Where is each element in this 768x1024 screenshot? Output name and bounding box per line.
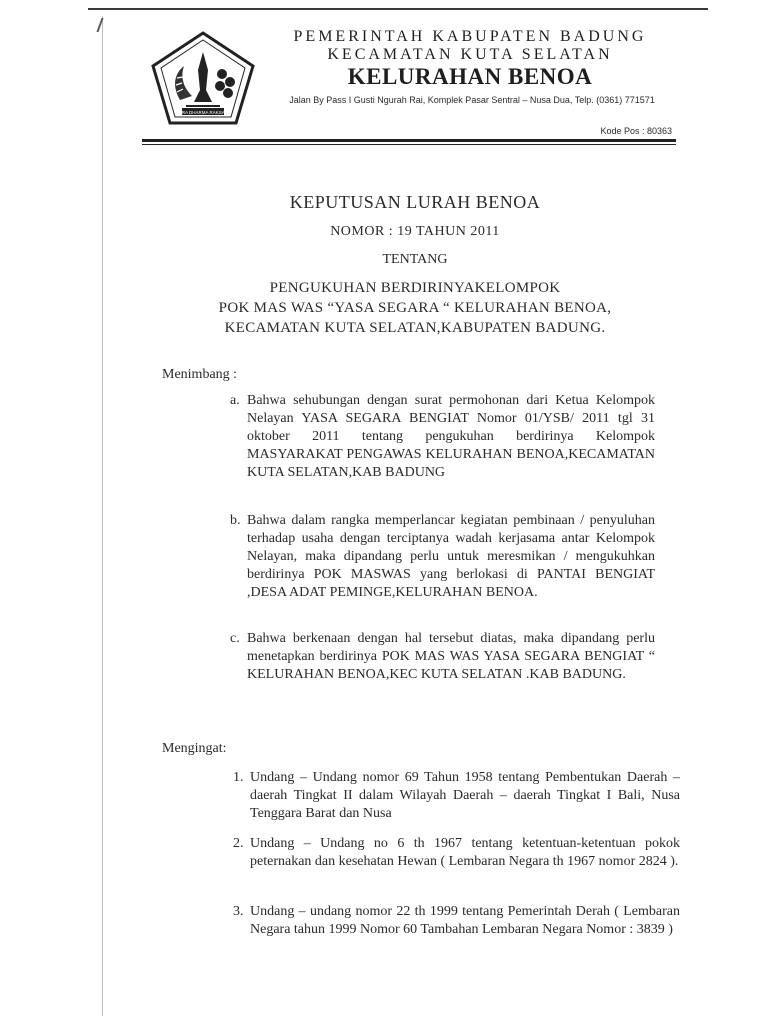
list-marker: 1.: [233, 770, 244, 785]
scan-left-edge: [102, 16, 103, 1016]
mengingat-heading: Mengingat:: [162, 741, 227, 756]
decree-subject-line-2: POK MAS WAS “YASA SEGARA “ KELURAHAN BENOA,: [218, 300, 612, 316]
list-marker: 2.: [233, 836, 244, 851]
list-item: [233, 769, 680, 823]
letterhead-line-2: KECAMATAN KUTA SELATAN: [327, 46, 613, 63]
list-item-text: Undang – Undang nomor 69 Tahun 1958 tentang Pembentukan Daerah – daerah Tingkat II dalam Wilayah Daerah – daerah Tingkat I Bali, Nusa Tenggara Barat dan Nusa: [250, 770, 680, 821]
list-item-text: Bahwa dalam rangka memperlancar kegiatan pembinaan / penyuluhan terhadap usaha dengan terciptanya wadah kerjasama antar Kelompok Nelayan, maka dipandang perlu untuk meresmikan / mengukuhkan berdirinya POK MASWAS yang berlokasi di PANTAI BENGIAT ,DESA ADAT PEMINGE,KELURAHAN BENOA.: [247, 513, 655, 600]
scan-mark: [96, 18, 113, 32]
list-item: [233, 835, 680, 871]
letterhead-rule-thick: [142, 139, 676, 142]
letterhead-line-1: PEMERINTAH KABUPATEN BADUNG: [293, 28, 647, 45]
list-marker: a.: [230, 393, 240, 408]
decree-title: KEPUTUSAN LURAH BENOA: [289, 192, 541, 212]
letterhead-address: Jalan By Pass I Gusti Ngurah Rai, Komplek Pasar Sentral – Nusa Dua, Telp. (0361) 771571: [289, 95, 655, 105]
decree-about-label: TENTANG: [382, 252, 448, 267]
scan-top-edge: [88, 8, 708, 10]
list-item-text: Undang – undang nomor 22 th 1999 tentang Pemerintah Derah ( Lembaran Negara tahun 1999 Nomor 60 Tambahan Lembaran Negara Nomor : 3839 ): [250, 904, 680, 937]
list-marker: b.: [230, 513, 241, 528]
letterhead-rule-thin: [142, 144, 676, 145]
list-item: [230, 630, 655, 684]
list-item-text: Undang – Undang no 6 th 1967 tentang ketentuan-ketentuan pokok peternakan dan kesehatan Hewan ( Lembaran Negara th 1967 nomor 2824 ).: [250, 836, 680, 869]
regency-emblem-icon: [150, 30, 256, 126]
decree-subject-line-3: KECAMATAN KUTA SELATAN,KABUPATEN BADUNG.: [224, 320, 606, 336]
decree-subject: [150, 278, 680, 338]
decree-subject-line-1: PENGUKUHAN BERDIRINYAKELOMPOK: [269, 280, 561, 296]
emblem-motto: CURA DHARMA RAKSAKA: [175, 110, 231, 115]
list-item: [230, 392, 655, 482]
list-marker: 3.: [233, 904, 244, 919]
list-item: [230, 512, 655, 602]
list-item: [233, 903, 680, 939]
list-item-text: Bahwa berkenaan dengan hal tersebut diatas, maka dipandang perlu menetapkan berdirinya POK MAS WAS YASA SEGARA BENGIAT “ KELURAHAN BENOA,KEC KUTA SELATAN .KAB BADUNG.: [247, 631, 655, 682]
menimbang-heading: Menimbang :: [162, 367, 238, 382]
decree-number: NOMOR : 19 TAHUN 2011: [330, 224, 500, 239]
postal-code: Kode Pos : 80363: [600, 126, 672, 136]
list-item-text: Bahwa sehubungan dengan surat permohonan dari Ketua Kelompok Nelayan YASA SEGARA BENGIAT Nomor 01/YSB/ 2011 tgl 31 oktober 2011 tentang pengukuhan berdirinya Kelompok MASYARAKAT PENGAWAS KELURAHAN BENOA,KECAMATAN KUTA SELATAN,KAB BADUNG: [247, 393, 655, 480]
list-marker: c.: [230, 631, 240, 646]
letterhead-office-name: KELURAHAN BENOA: [347, 64, 593, 89]
